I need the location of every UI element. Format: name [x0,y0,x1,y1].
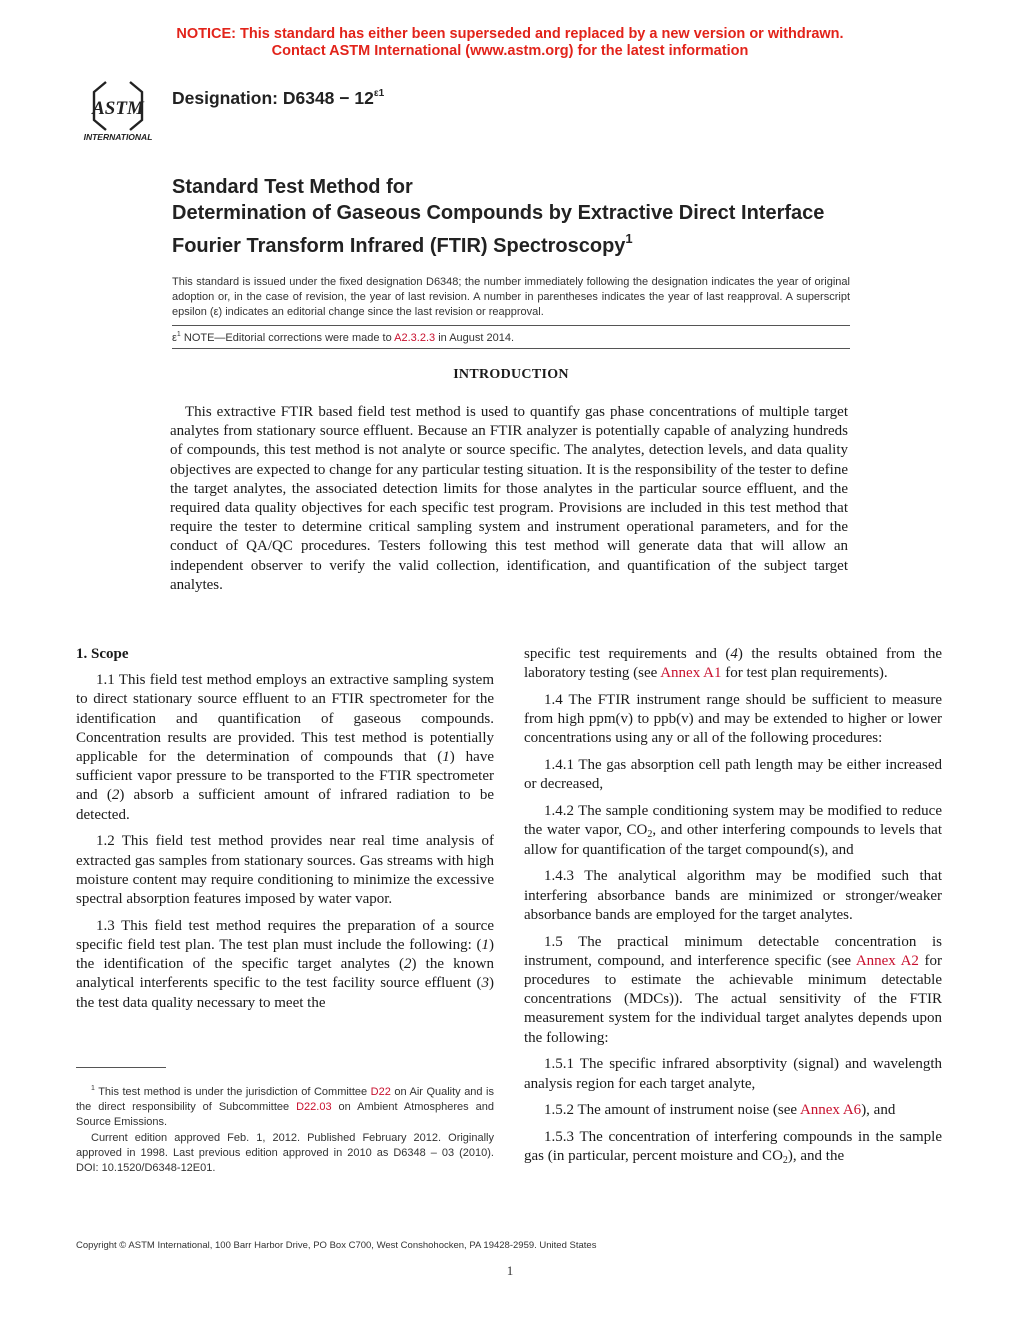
title-line-1: Standard Test Method for [172,176,413,198]
paragraph-1-4-3: 1.4.3 The analytical algorithm may be modified such that interfering absorbance bands are minimized or stronger/weaker absorbance bands are employed for the target analytes. [524,868,942,923]
paragraph-1-4: 1.4 The FTIR instrument range should be sufficient to measure from high ppm(v) to ppb(v) and may be extended to higher or lower concentrations using any or all of the following procedures: [524,692,942,747]
link-committee-d22[interactable]: D22 [370,1086,391,1098]
issued-statement: This standard is issued under the fixed designation D6348; the number immediately following the designation indicates the year of original adoption or, in the case of revision, the year of last revision. A number in parentheses indicates the year of last reapproval. A superscript epsilon (ε) indicates an editorial change since the last revision or reapproval. [172,276,850,318]
designation-epsilon: ε1 [373,88,385,99]
right-column [524,645,942,1174]
paragraph-1-3-continued: specific test requirements and (4) the results obtained from the laboratory testing (see Annex A1 for test plan requirements). [524,646,942,682]
link-subcommittee-d22-03[interactable]: D22.03 [296,1101,332,1114]
notice-line-1: NOTICE: This standard has either been superseded and replaced by a new version or withdrawn. [176,26,844,42]
paragraph-1-1: 1.1 This field test method employs an extractive sampling system to direct stationary source effluent to an FTIR spectrometer for the identification and quantification of gaseous compounds. Concentration results are provided. This test method is potentially applicable for the determination of compounds that (1) have sufficient vapor pressure to be transported to the FTIR spectrometer and (2) absorb a sufficient amount of infrared radiation to be detected. [76,672,495,823]
left-column [76,645,494,1020]
link-annex-a1[interactable]: Annex A1 [660,665,722,682]
introduction-heading: INTRODUCTION [453,367,569,382]
footnote-divider [76,1067,166,1068]
logo-mark: ASTM [92,98,144,119]
astm-logo [76,76,160,146]
copyright-line: Copyright © ASTM International, 100 Barr Harbor Drive, PO Box C700, West Conshohocken, PA 19428-2959. United States [76,1240,597,1251]
title-footnote-ref[interactable]: 1 [625,231,633,246]
section-heading-scope: 1. Scope [76,646,129,662]
divider [172,325,850,326]
footnote-edition: Current edition approved Feb. 1, 2012. Published February 2012. Originally approved in 1998. Last previous edition approved in 2010 as D6348 – 03 (2010). DOI: 10.1520/D6348-12E01. [76,1131,494,1175]
paragraph-1-2: 1.2 This field test method provides near real time analysis of extracted gas samples from stationary sources. Gas streams with high moisture content may require conditioning to minimize the excessive spectral absorption features imposed by water vapor. [76,833,494,908]
paragraph-1-5-2: 1.5.2 The amount of instrument noise (see Annex A6), and [544,1102,896,1119]
supersede-notice [0,26,1020,60]
introduction-text: This extractive FTIR based field test method is used to quantify gas phase concentrations of multiple target analytes from stationary source effluent. Because an FTIR analyzer is potentially capable of analyzing hundreds of compounds, this test method is not analyte or source specific. The analytes, detection levels, and data quality objectives are expected to change for any particular testing situation. It is the responsibility of the tester to define the target analytes, the associated detection limits for those analytes in the particular source effluent, and the required data quality objectives for each specific test program. Provisions are included in this test method that require the tester to determine critical sampling system and instrument operational parameters, and for the conduct of QA/QC procedures. Testers following this test method will generate data that will allow an independent observer to verify the valid collection, identification, and quantification of the subject target analytes. [170,404,848,593]
paragraph-1-5-1: 1.5.1 The specific infrared absorptivity (signal) and wavelength analysis region for each target analyte, [524,1056,942,1092]
paragraph-1-5-3: 1.5.3 The concentration of interfering compounds in the sample gas (in particular, percent moisture and $CO_2$), and the [524,1129,942,1167]
editorial-note: $\varepsilon^1$ NOTE—Editorial corrections were made to A2.3.2.3 in August 2014. [172,331,515,344]
paragraph-1-4-2: 1.4.2 The sample conditioning system may be modified to reduce the water vapor, $CO_2$, and other interfering compounds to levels that allow for quantification of the target compound(s), and [524,803,942,858]
notice-line-2: Contact ASTM International (www.astm.org) for the latest information [271,43,749,59]
link-annex-a6[interactable]: Annex A6 [799,1102,862,1119]
page-number: 1 [506,1263,514,1278]
footnote: $^1$ This test method is under the jurisdiction of Committee D22 on Air Quality and is the direct responsibility of Subcommittee D22.03 on Ambient Atmospheres and Source Emissions. Current edition approved Feb. 1, 2012. Published February 2012. Originally approved in 1998. Last previous edition approved in 2010 as D6348 – 03 (2010). DOI: 10.1520/D6348-12E01. [76,1081,494,1176]
designation-label: Designation: D6348 − 12 [172,88,374,108]
logo-caption: INTERNATIONAL [83,132,153,142]
paragraph-1-3: 1.3 This field test method requires the preparation of a source specific field test plan. The test plan must include the following: (1) the identification of the specific target analytes (2) the known analytical interferents specific to the test facility source effluent (3) the test data quality necessary to meet the [76,917,495,1011]
paragraph-1-5: 1.5 The practical minimum detectable concentration is instrument, compound, and interference specific (see Annex A2 for procedures to estimate the achievable minimum detectable concentrations (MDCs)). The actual sensitivity of the FTIR measurement system for the individual target analytes depends upon the following: [524,933,942,1046]
designation [172,88,384,109]
title-main: Determination of Gaseous Compounds by Extractive Direct Interface Fourier Transform Infrared (FTIR) Spectroscopy [172,202,825,257]
paragraph-1-4-1: 1.4.1 The gas absorption cell path length may be either increased or decreased, [524,757,942,793]
link-annex-a2[interactable]: Annex A2 [855,952,919,969]
link-a2-3-2-3[interactable]: A2.3.2.3 [394,332,436,344]
divider [172,348,850,349]
document-title [172,200,872,259]
